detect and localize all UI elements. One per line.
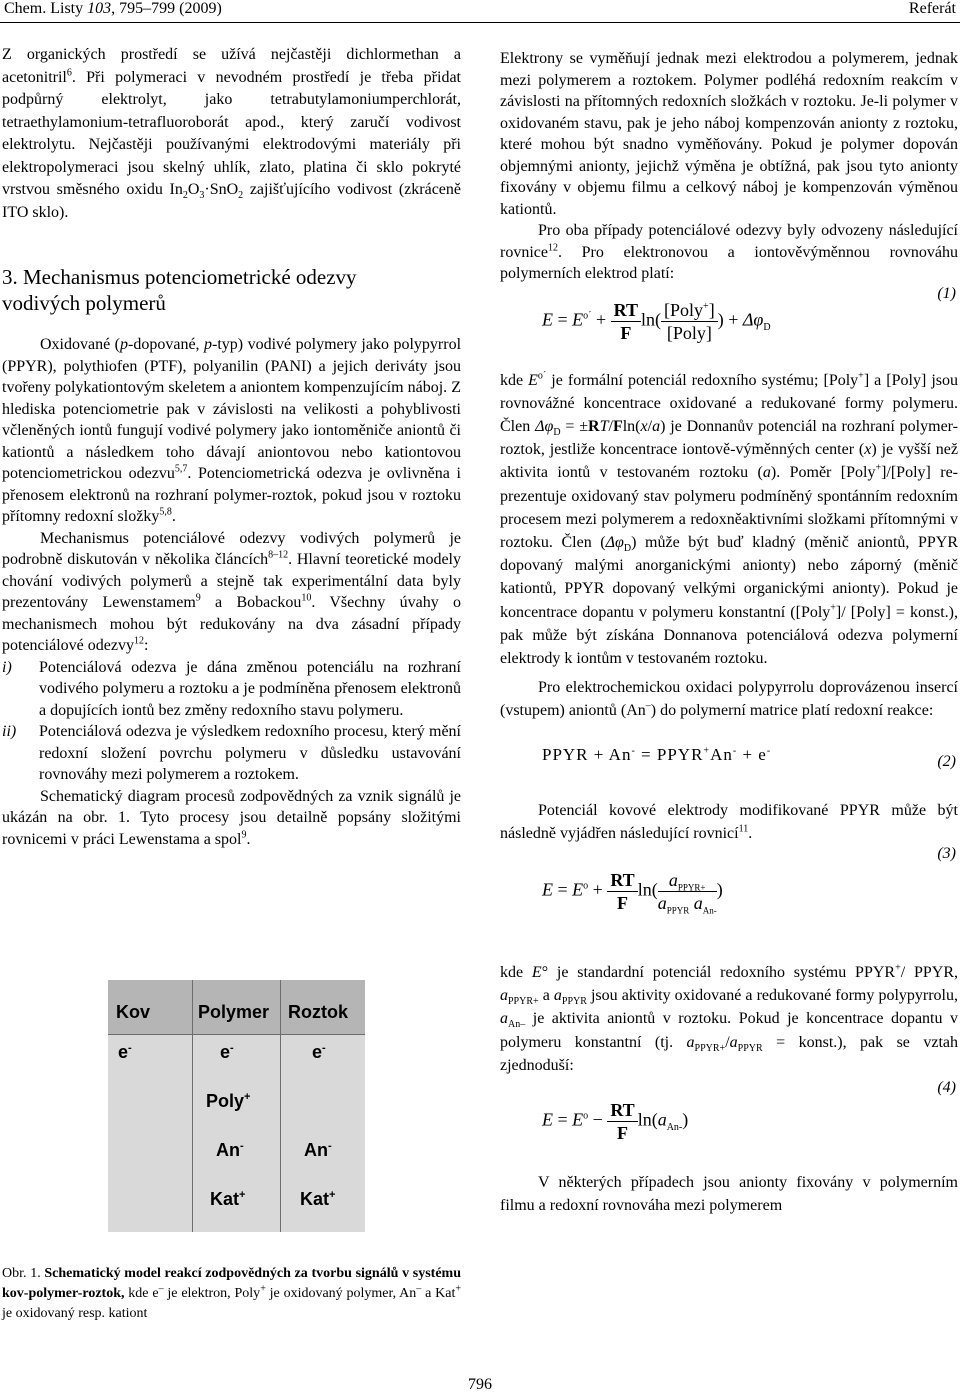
equation-number: (4) [937,1078,956,1096]
list-item: i) Potenciálová odezva je dána změnou potenciálu na rozhraní vodivého polymeru a roztoku a je podmíněna přenosem elektronů a dopujících iontů bez změny redoxního stavu polymeru. [2,658,461,719]
page-header [0,0,960,24]
figure-electron-polymer: e- [220,1042,234,1062]
figure-divider [280,980,281,1232]
left-column [2,44,461,850]
right-column [500,48,958,1217]
paragraph-fixed-anions: V některých případech jsou anionty fixovány v polymerním filmu a redoxní rovnováha mezi polymerem [500,1173,958,1215]
equation-1: $E = E^{o´}$ + $\frac{RT}{F}$ ln( $\frac{[Poly^+]}{\text{[Poly]}}$ ) + $\Delta\varphi_D$ (1) [542,284,956,343]
figure-anion-polymer: An- [216,1140,244,1160]
equation-2: PPYR + An- = PPYR+An- + e- (2) [542,744,956,770]
figure-electron-solution: e- [312,1042,326,1062]
paragraph-electron-exchange: Elektrony se vyměňují jednak mezi elektrodou a polymerem, jednak mezi polymerem a roztokem. Polymer podléhá redoxním reakcím v závislosti na přítomných redoxních složkách v roztoku. Je-li polymer v oxidovaném stavu, pak je jeho náboj kompenzován anionty z roztoku, které mohou být snadno vyměňovány. Pokud je polymer dopován objemnými anionty, jejichž výměna je obtížná, pak jsou tyto anionty fixovány v objemu filmu a celkový náboj je kompenzován výměnou kationtů. [500,50,958,218]
paragraph-equations-intro: Pro oba případy potenciálové odezvy byly odvozeny následující rovnice$^{12}$. Pro elektronovou a iontověvýměnnou rovnováhu polymerních elektrod platí: [500,222,958,282]
figure-divider [192,980,193,1232]
paragraph-equation-3-explanation: kde E° je standardní potenciál redoxního systému PPYR+/ PPYR, $a_{PPYR+}$ a $a_{PPYR}$ jsou aktivity oxidované a redukované formy polypyrrolu, $a_{An-}$ je aktivita aniontů v roztoku. Pokud je koncentrace dopantu v polymeru konstantní (tj. $a_{PPYR+}/a_{PPYR}$ = konst.), pak se vztah zjednoduší: [500,962,959,1074]
equation-number: (2) [937,752,956,770]
journal-citation: Chem. Listy 103, 795–799 (2009) [4,0,222,17]
intro-paragraph: Z organických prostředí se užívá nejčastěji dichlormethan a acetonitril$^6$. Při polymeraci v nevodném prostředí je třeba přidat podpůrný elektrolyt, jako tetrabutylamoniumperchlorát, tetraethylamonium-tetrafluoroborát apod., který zaručí vodivost elektrolytu. Nejčastěji používanými elektrodovými materiály při elektropolymeraci jsou skelný uhlík, zlato, platina či sklo pokryté vrstvou směsného oxidu $In_2O_3\cdot SnO_2$ zajišťujícího vodivost (zkráceně ITO sklo). [2,46,462,221]
figure-header-metal: Kov [116,1002,151,1022]
list-item: ii) Potenciálová odezva je výsledkem redoxního procesu, který mění redoxní složení povrchu polymeru v důsledku ustavování rovnováhy mezi polymerem a roztokem. [2,723,461,783]
header-rule [0,22,960,23]
section-title: 3. Mechanismus potenciometrické odezvy vodivých polymerů [2,265,357,315]
figure-cation-solution: Kat+ [300,1189,336,1209]
paragraph-ppyr-oxidation: Pro elektrochemickou oxidaci polypyrrolu doprovázenou insercí (vstupem) aniontů (An–) do polymerní matrice platí redoxní reakce: [500,679,958,720]
figure-schematic-diagram [108,980,365,1232]
figure-header-polymer: Polymer [198,1002,270,1022]
equation-4: $E = E^o$ − $\frac{RT}{F}$ $\ln(a_{An-})$ (4) [542,1078,956,1143]
equation-3: $E = E^o$ + $\frac{RT}{F}$ ln( $\frac{a_{PPYR+}}{a_{PPYR} a_{An-}}$ ) (3) [542,844,956,916]
figure-divider [108,1034,365,1035]
figure-poly-cation: Poly+ [206,1091,251,1111]
paragraph-oxidized-polymers: Oxidované (p-dopované, p-typ) vodivé polymery jako polypyrrol (PPYR), polythiofen (PTF), polyanilin (PANI) a jejich deriváty jsou tvořeny polykationtovým skeletem a aniontem kompenzujícím náboj. Z hlediska potenciometrie pak v závislosti na velikosti a pohyblivosti včleněných iontů fungují vodivé polymery jako iontoměniče aniontů či kationtů a následkem toho dávají aniontovou nebo kationtovou potenciometrickou odezvu$^{5,7}$. Potenciometrická odezva je ovlivněna i přenosem elektronů na rozhraní polymer-roztok, pokud jsou v roztoku přítomny redoxní složky$^{5,8}$. [2,336,462,525]
equation-number: (3) [937,844,956,862]
figure-electron-metal: e- [118,1042,132,1062]
figure-header-solution: Roztok [288,1002,348,1022]
paragraph-schematic: Schematický diagram procesů zodpovědných za vznik signálů je ukázán na obr. 1. Tyto procesy jsou detailně popsány složitými rovnicemi v práci Lewenstama a spol$^9$. [2,787,461,848]
page-number: 796 [468,1376,492,1393]
figure-cation-polymer: Kat+ [210,1189,246,1209]
equation-number: (1) [937,284,956,302]
article-type: Referát [908,0,956,17]
figure-caption: Obr. 1. Schematický model reakcí zodpovědných za tvorbu signálů v systému kov-polymer-roztok, kde e– je elektron, Poly+ je oxidovaný polymer, An– a Kat+ je oxidovaný resp. kationt [2,1266,462,1321]
paragraph-equation-1-explanation: kde $E^{o´}$ je formální potenciál redoxního systému; [Poly+] a [Poly] jsou rovnovážné koncentrace oxidované a redukované formy polymeru. Člen $\Delta\varphi_D = \pm RT/Fln(x/a)$ je Donnanův potenciál na rozhraní polymer-roztok, jestliže koncentrace iontově-výměnných center (x) je vyšší než aktivita iontů v testovaném roztoku (a). Poměr [Poly+]/[Poly] reprezentuje oxidovaný stav polymeru podmíněný spontánním redoxním procesem mezi polymerem a redoxněaktivními složkami přítomnými v roztoku. Člen $(\Delta\varphi_D)$ může být buď kladný (měnič aniontů, PPYR dopovaný malými anorganickými anionty) nebo záporný (měnič kationtů, PPYR dopovaný velkými organickými anionty). Pokud je koncentrace dopantu v polymeru konstantní ([Poly+]/ [Poly] = konst.), pak může být získána Donnanova potenciálová odezva polymerní elektrody k iontům v testovaném roztoku. [500,370,959,667]
figure-anion-solution: An- [304,1140,332,1160]
paragraph-mechanism: Mechanismus potenciálové odezvy vodivých polymerů je podrobně diskutován v několika článcích$^{8-12}$. Hlavní teoretické modely chování vodivých polymerů a stejně tak experimentální data byly prezentovány Lewenstamem$^9$ a Bobackou$^{10}$. Všechny úvahy o mechanismech mohou být redukovány na dva zásadní případy potenciálové odezvy$^{12}$: [2,529,461,654]
paragraph-metal-electrode: Potenciál kovové elektrody modifikované PPYR může být následně vyjádřen následující rovnicí$^{11}$. [500,801,958,842]
